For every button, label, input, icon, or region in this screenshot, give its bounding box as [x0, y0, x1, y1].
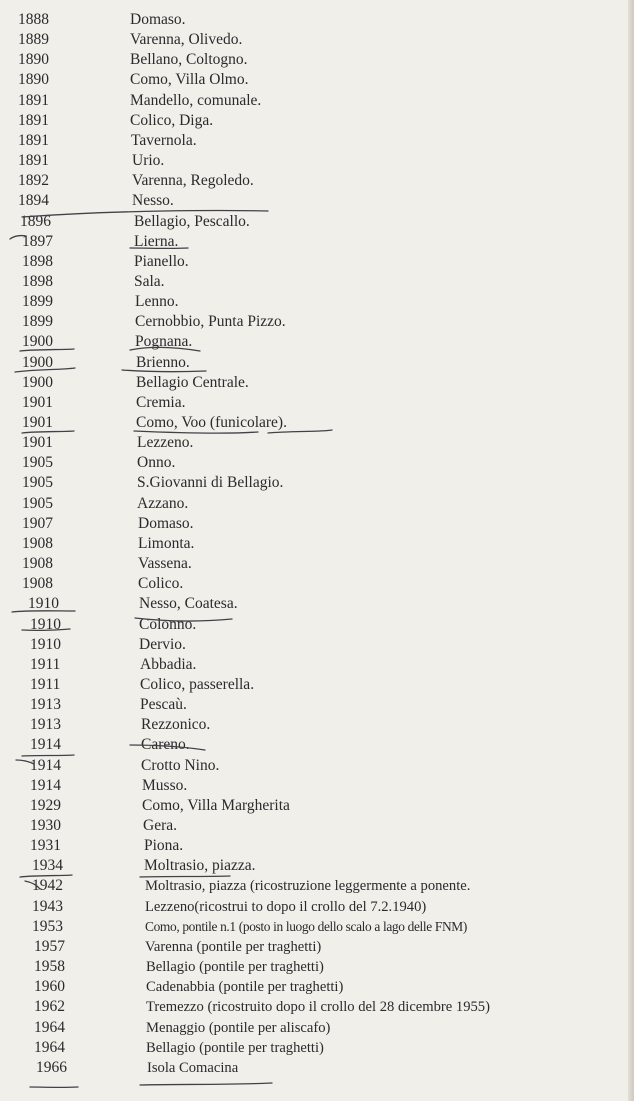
entry-place: Cernobbio, Punta Pizzo.	[135, 313, 286, 331]
list-item	[0, 856, 634, 876]
entry-place: Abbadia.	[140, 655, 197, 673]
entry-year: 1913	[30, 716, 61, 734]
list-item	[0, 353, 634, 373]
entry-place: Nesso, Coatesa.	[139, 595, 238, 613]
list-item	[0, 957, 634, 977]
entry-place: Dervio.	[139, 635, 186, 653]
entry-year: 1899	[22, 293, 53, 311]
entry-year: 1966	[36, 1058, 67, 1076]
list-item	[0, 373, 634, 393]
list-item	[0, 151, 634, 171]
entry-year: 1911	[30, 655, 61, 673]
list-item	[0, 1058, 634, 1078]
entry-year: 1930	[30, 817, 61, 834]
entry-place: Domaso.	[130, 11, 186, 28]
entry-place: S.Giovanni di Bellagio.	[137, 474, 284, 492]
entry-year: 1910	[30, 635, 61, 653]
list-item	[0, 756, 634, 776]
entry-place: Como, Voo (funicolare).	[136, 414, 287, 431]
entry-place: Vassena.	[138, 555, 192, 573]
entry-year: 1907	[22, 514, 53, 532]
entry-place: Colico.	[138, 575, 184, 593]
entry-year: 1964	[34, 1018, 65, 1036]
entry-year: 1914	[30, 776, 61, 794]
entry-place: Limonta.	[138, 534, 195, 552]
list-item	[0, 534, 634, 554]
entry-year: 1942	[32, 877, 63, 895]
entry-year: 1934	[32, 857, 63, 875]
entry-place: Sala.	[134, 272, 165, 290]
entry-place: Bellagio (pontile per traghetti)	[146, 1039, 324, 1056]
list-item	[0, 695, 634, 715]
entry-place: Moltrasio, piazza (ricostruzione leggermente a ponente.	[145, 878, 471, 895]
entry-place: Mandello, comunale.	[130, 91, 262, 109]
list-item	[0, 312, 634, 332]
list-item	[0, 191, 634, 211]
entry-year: 1894	[18, 192, 49, 210]
entry-place: Pescaù.	[140, 696, 187, 714]
list-item	[0, 715, 634, 735]
underline-isola	[140, 1083, 272, 1085]
entry-place: Colico, Diga.	[130, 111, 214, 129]
list-item	[0, 594, 634, 614]
entry-place: Domaso.	[138, 514, 194, 532]
entry-year: 1943	[32, 897, 63, 915]
list-item	[0, 836, 634, 856]
entry-year: 1908	[22, 534, 53, 552]
entry-year: 1960	[34, 978, 65, 996]
list-item	[0, 937, 634, 957]
entry-year: 1929	[30, 796, 61, 814]
entry-year: 1914	[30, 736, 61, 754]
list-item	[0, 332, 634, 352]
list-item	[0, 917, 634, 937]
entry-place: Onno.	[137, 454, 176, 472]
list-item	[0, 292, 634, 312]
entry-place: Azzano.	[137, 494, 189, 512]
entry-place: Lezzeno.	[137, 434, 194, 452]
entry-place: Colonno.	[139, 615, 197, 633]
entry-place: Urio.	[132, 152, 165, 170]
entry-place: Tavernola.	[131, 131, 197, 149]
entry-place: Crotto Nino.	[141, 756, 220, 774]
list-item	[0, 776, 634, 796]
list-item	[0, 735, 634, 755]
entry-year: 1898	[22, 252, 53, 270]
entry-year: 1901	[22, 414, 53, 431]
list-item	[0, 111, 634, 131]
entry-year: 1891	[18, 152, 49, 170]
list-item	[0, 897, 634, 917]
list-item	[0, 252, 634, 272]
entry-year: 1911	[30, 675, 61, 693]
list-item	[0, 796, 634, 816]
entry-year: 1890	[18, 51, 49, 69]
entry-year: 1908	[22, 555, 53, 573]
list-item	[0, 131, 634, 151]
list-item	[0, 615, 634, 635]
entry-place: Careno.	[141, 736, 190, 754]
entry-year: 1891	[18, 131, 49, 149]
list-item	[0, 816, 634, 836]
entry-year: 1914	[30, 756, 61, 774]
entry-year: 1888	[18, 11, 49, 28]
entry-year: 1958	[34, 958, 65, 976]
list-item	[0, 70, 634, 90]
list-item	[0, 453, 634, 473]
list-item	[0, 554, 634, 574]
entry-place: Lezzeno(ricostrui to dopo il crollo del 7.2.1940)	[145, 898, 427, 915]
entry-year: 1892	[18, 172, 49, 190]
entry-place: Varenna, Olivedo.	[130, 31, 243, 49]
entry-place: Gera.	[143, 817, 177, 834]
entry-year: 1910	[30, 615, 61, 633]
list-item	[0, 212, 634, 232]
entry-place: Varenna, Regoledo.	[132, 172, 254, 190]
entry-year: 1953	[32, 917, 63, 935]
entry-year: 1897	[22, 232, 53, 250]
list-item	[0, 91, 634, 111]
list-item	[0, 635, 634, 655]
entry-year: 1962	[34, 998, 65, 1016]
entry-year: 1905	[22, 494, 53, 512]
entry-year: 1931	[30, 837, 61, 855]
entry-place: Rezzonico.	[141, 716, 211, 734]
entry-year: 1957	[34, 937, 65, 955]
list-item	[0, 433, 634, 453]
entry-place: Pianello.	[134, 252, 189, 270]
entry-place: Bellano, Coltogno.	[130, 51, 248, 69]
entry-place: Colico, passerella.	[140, 675, 255, 693]
list-item	[0, 50, 634, 70]
list-item	[0, 977, 634, 997]
entry-year: 1910	[28, 595, 59, 613]
entry-place: Musso.	[142, 776, 188, 794]
list-item	[0, 272, 634, 292]
entry-place: Menaggio (pontile per aliscafo)	[146, 1019, 331, 1036]
entry-place: Nesso.	[132, 192, 174, 210]
list-item	[0, 876, 634, 896]
entry-place: Bellagio Centrale.	[136, 373, 249, 391]
list-item	[0, 655, 634, 675]
entry-year: 1900	[22, 333, 53, 351]
list-item	[0, 1018, 634, 1038]
entry-year: 1964	[34, 1038, 65, 1056]
entry-year: 1901	[22, 393, 53, 411]
list-item	[0, 30, 634, 50]
list-item	[0, 232, 634, 252]
entry-year: 1889	[18, 31, 49, 49]
entry-place: Lierna.	[134, 232, 179, 250]
entry-year: 1890	[18, 71, 49, 89]
entry-place: Cadenabbia (pontile per traghetti)	[146, 979, 344, 996]
entry-year: 1905	[22, 474, 53, 492]
entry-place: Moltrasio, piazza.	[144, 857, 256, 875]
entry-year: 1900	[22, 373, 53, 391]
entry-place: Bellagio (pontile per traghetti)	[146, 959, 324, 976]
entry-year: 1913	[30, 696, 61, 714]
entry-year: 1899	[22, 313, 53, 331]
entry-place: Isola Comacina	[147, 1059, 239, 1076]
entry-place: Como, pontile n.1 (posto in luogo dello scalo a lago delle FNM)	[145, 918, 467, 934]
page-edge	[628, 0, 634, 1101]
entry-place: Cremia.	[136, 393, 186, 411]
entry-place: Como, Villa Margherita	[142, 796, 290, 814]
entry-year: 1905	[22, 454, 53, 472]
list-item	[0, 413, 634, 433]
entry-place: Brienno.	[136, 353, 190, 371]
list-item	[0, 10, 634, 30]
list-item	[0, 1038, 634, 1058]
entry-year: 1891	[18, 111, 49, 129]
list-item	[0, 171, 634, 191]
list-item	[0, 997, 634, 1017]
entry-year: 1898	[22, 272, 53, 290]
entry-place: Varenna (pontile per traghetti)	[145, 938, 322, 955]
entry-place: Pognana.	[135, 333, 193, 351]
entry-place: Piona.	[144, 837, 184, 855]
entry-place: Bellagio, Pescallo.	[134, 212, 250, 230]
entry-place: Lenno.	[135, 293, 179, 311]
list-item	[0, 514, 634, 534]
entry-year: 1891	[18, 91, 49, 109]
list-item	[0, 675, 634, 695]
entry-place: Como, Villa Olmo.	[130, 71, 249, 89]
entry-year: 1896	[20, 212, 51, 230]
entry-place: Tremezzo (ricostruito dopo il crollo del 28 dicembre 1955)	[146, 999, 490, 1016]
list-item	[0, 494, 634, 514]
entry-year: 1900	[22, 353, 53, 371]
list-item	[0, 393, 634, 413]
entry-year: 1901	[22, 434, 53, 452]
entry-year: 1908	[22, 575, 53, 593]
list-item	[0, 574, 634, 594]
list-item	[0, 473, 634, 493]
